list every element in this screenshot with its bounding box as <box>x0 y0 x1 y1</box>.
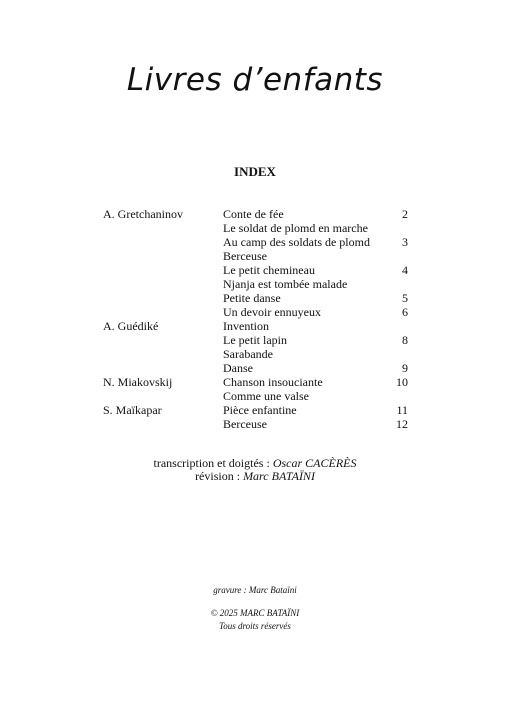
toc-row <box>0 249 510 263</box>
rights-reserved-line: Tous droits réservés <box>219 621 291 631</box>
toc-row <box>0 235 510 249</box>
toc-page-number: 2 <box>402 207 408 221</box>
toc-piece-title: Sarabande <box>223 347 273 361</box>
toc-piece-title: Berceuse <box>223 417 267 431</box>
toc-piece-title: Danse <box>223 361 253 375</box>
toc-page-number: 10 <box>396 375 408 389</box>
toc-row <box>0 403 510 417</box>
copyright-block <box>0 607 510 633</box>
toc-page-number: 11 <box>396 403 408 417</box>
toc-page-number: 4 <box>402 263 408 277</box>
transcription-label: transcription et doigtés : <box>153 456 273 470</box>
toc-row <box>0 347 510 361</box>
toc-piece-title: Berceuse <box>223 249 267 263</box>
toc-row <box>0 291 510 305</box>
credits-block <box>0 457 510 483</box>
toc-piece-title: Invention <box>223 319 269 333</box>
revision-name: Marc BATAÏNI <box>243 469 315 483</box>
revision-line <box>0 470 510 483</box>
toc-row <box>0 389 510 403</box>
index-heading: INDEX <box>234 164 276 179</box>
toc-page-number: 12 <box>396 417 408 431</box>
toc-row <box>0 305 510 319</box>
toc-piece-title: Le soldat de plomd en marche <box>223 221 368 235</box>
toc-page-number: 3 <box>402 235 408 249</box>
page-title: Livres d’enfants <box>126 62 384 98</box>
toc-page-number: 9 <box>402 361 408 375</box>
toc-piece-title: Njanja est tombée malade <box>223 277 348 291</box>
toc-piece-title: Le petit lapin <box>223 333 287 347</box>
toc-piece-title: Chanson insouciante <box>223 375 323 389</box>
toc-row <box>0 361 510 375</box>
toc-row <box>0 319 510 333</box>
toc-piece-title: Un devoir ennuyeux <box>223 305 321 319</box>
table-of-contents <box>0 207 510 431</box>
toc-piece-title: Le petit chemineau <box>223 263 315 277</box>
toc-row <box>0 263 510 277</box>
toc-row <box>0 417 510 431</box>
toc-piece-title: Pièce enfantine <box>223 403 297 417</box>
toc-page-number: 8 <box>402 333 408 347</box>
revision-label: révision : <box>195 469 244 483</box>
toc-piece-title: Conte de fée <box>223 207 284 221</box>
toc-row <box>0 277 510 291</box>
toc-piece-title: Petite danse <box>223 291 281 305</box>
toc-page-number: 6 <box>402 305 408 319</box>
toc-composer: S. Maïkapar <box>103 403 162 417</box>
engraving-credit: gravure : Marc Bataïni <box>213 585 297 595</box>
copyright-line: © 2025 MARC BATAÏNI <box>210 608 300 618</box>
toc-composer: N. Miakovskij <box>103 375 173 389</box>
toc-row <box>0 221 510 235</box>
transcription-name: Oscar CACÈRÈS <box>272 456 357 470</box>
toc-page-number: 5 <box>402 291 408 305</box>
toc-row <box>0 207 510 221</box>
toc-composer: A. Gretchaninov <box>103 207 183 221</box>
toc-composer: A. Guédiké <box>103 319 159 333</box>
toc-row <box>0 375 510 389</box>
toc-piece-title: Au camp des soldats de plomd <box>223 235 370 249</box>
toc-row <box>0 333 510 347</box>
toc-piece-title: Comme une valse <box>223 389 309 403</box>
